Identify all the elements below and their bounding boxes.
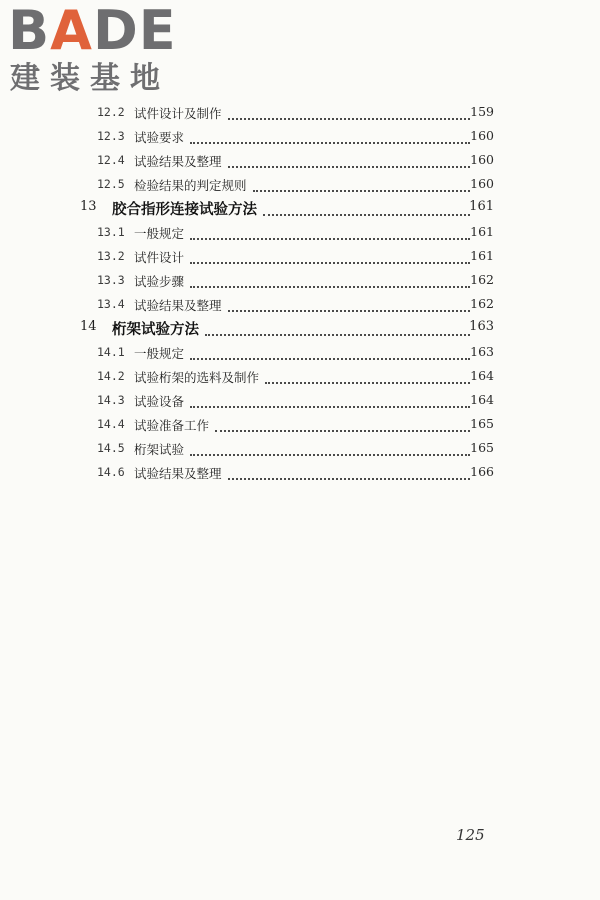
toc-entry-title: 试件设计及制作 xyxy=(134,106,222,121)
toc-entry-title: 桁架试验方法 xyxy=(112,321,199,338)
toc-entry-title: 试验要求 xyxy=(134,130,185,145)
toc-dot-leader xyxy=(190,440,470,456)
toc-entry-page: 161 xyxy=(469,199,494,214)
toc-entry-title: 试验桁架的选料及制作 xyxy=(134,370,260,385)
toc-section-entry[interactable] xyxy=(80,341,500,365)
toc-section-entry[interactable] xyxy=(80,461,500,485)
toc-entry-page: 162 xyxy=(470,296,494,311)
toc-entry-title: 试验准备工作 xyxy=(134,418,210,433)
toc-entry-page: 161 xyxy=(470,248,494,263)
toc-dot-leader xyxy=(190,224,470,240)
toc-entry-title: 试验设备 xyxy=(134,394,185,409)
logo-letter-b: B xyxy=(8,0,51,62)
toc-entry-title: 胶合指形连接试验方法 xyxy=(112,201,257,218)
toc-entry-page: 165 xyxy=(470,440,494,455)
toc-section-entry[interactable] xyxy=(80,293,500,317)
toc-entry-page: 163 xyxy=(469,319,494,334)
toc-entry-number: 12.4 xyxy=(97,153,125,167)
toc-chapter-entry[interactable] xyxy=(80,317,500,341)
toc-entry-page: 165 xyxy=(470,416,494,431)
toc-entry-page: 164 xyxy=(470,368,494,383)
toc-entry-page: 160 xyxy=(470,152,494,167)
toc-entry-number: 14 xyxy=(80,319,97,334)
toc-dot-leader xyxy=(253,176,470,192)
toc-entry-page: 159 xyxy=(470,104,494,119)
toc-entry-number: 12.3 xyxy=(97,129,125,143)
toc-entry-title: 试验结果及整理 xyxy=(134,154,222,169)
page-number: 125 xyxy=(456,826,485,844)
toc-dot-leader xyxy=(265,368,470,384)
toc-entry-title: 试验结果及整理 xyxy=(134,298,222,313)
toc-entry-page: 160 xyxy=(470,176,494,191)
toc-dot-leader xyxy=(228,104,470,120)
toc-entry-page: 164 xyxy=(470,392,494,407)
toc-section-entry[interactable] xyxy=(80,125,500,149)
toc-entry-number: 13.2 xyxy=(97,249,125,263)
logo-letter-a: A xyxy=(50,0,93,62)
toc-entry-number: 13 xyxy=(80,199,97,214)
toc-entry-number: 13.1 xyxy=(97,225,125,239)
table-of-contents xyxy=(80,101,500,485)
toc-chapter-entry[interactable] xyxy=(80,197,500,221)
toc-entry-title: 一般规定 xyxy=(134,226,185,241)
bade-logo xyxy=(8,2,178,97)
toc-entry-number: 13.3 xyxy=(97,273,125,287)
toc-entry-number: 14.3 xyxy=(97,393,125,407)
logo-wordmark xyxy=(8,2,177,60)
toc-entry-title: 试验步骤 xyxy=(134,274,185,289)
toc-dot-leader xyxy=(228,296,470,312)
toc-entry-page: 163 xyxy=(470,344,494,359)
toc-dot-leader xyxy=(190,248,470,264)
toc-entry-number: 12.5 xyxy=(97,177,125,191)
toc-section-entry[interactable] xyxy=(80,101,500,125)
toc-dot-leader xyxy=(228,464,470,480)
toc-entry-title: 桁架试验 xyxy=(134,442,185,457)
toc-section-entry[interactable] xyxy=(80,413,500,437)
toc-entry-number: 12.2 xyxy=(97,105,125,119)
toc-dot-leader xyxy=(190,344,470,360)
toc-entry-page: 160 xyxy=(470,128,494,143)
toc-dot-leader xyxy=(190,128,470,144)
toc-entry-number: 14.5 xyxy=(97,441,125,455)
toc-section-entry[interactable] xyxy=(80,149,500,173)
toc-entry-title: 一般规定 xyxy=(134,346,185,361)
toc-entry-title: 检验结果的判定规则 xyxy=(134,178,247,193)
toc-dot-leader xyxy=(190,392,470,408)
toc-section-entry[interactable] xyxy=(80,437,500,461)
toc-section-entry[interactable] xyxy=(80,365,500,389)
toc-section-entry[interactable] xyxy=(80,221,500,245)
toc-entry-number: 13.4 xyxy=(97,297,125,311)
toc-dot-leader xyxy=(263,200,470,216)
toc-dot-leader xyxy=(215,416,470,432)
toc-entry-number: 14.4 xyxy=(97,417,125,431)
toc-entry-number: 14.1 xyxy=(97,345,125,359)
toc-entry-page: 161 xyxy=(470,224,494,239)
toc-entry-number: 14.6 xyxy=(97,465,125,479)
logo-letters-de: DE xyxy=(92,0,177,62)
toc-dot-leader xyxy=(190,272,470,288)
toc-section-entry[interactable] xyxy=(80,173,500,197)
toc-dot-leader xyxy=(205,320,470,336)
toc-dot-leader xyxy=(228,152,470,168)
toc-entry-title: 试验结果及整理 xyxy=(134,466,222,481)
toc-entry-number: 14.2 xyxy=(97,369,125,383)
toc-section-entry[interactable] xyxy=(80,245,500,269)
toc-entry-page: 166 xyxy=(470,464,494,479)
toc-entry-page: 162 xyxy=(470,272,494,287)
toc-section-entry[interactable] xyxy=(80,389,500,413)
logo-chinese: 建装基地 xyxy=(10,61,170,96)
toc-section-entry[interactable] xyxy=(80,269,500,293)
toc-entry-title: 试件设计 xyxy=(134,250,185,265)
